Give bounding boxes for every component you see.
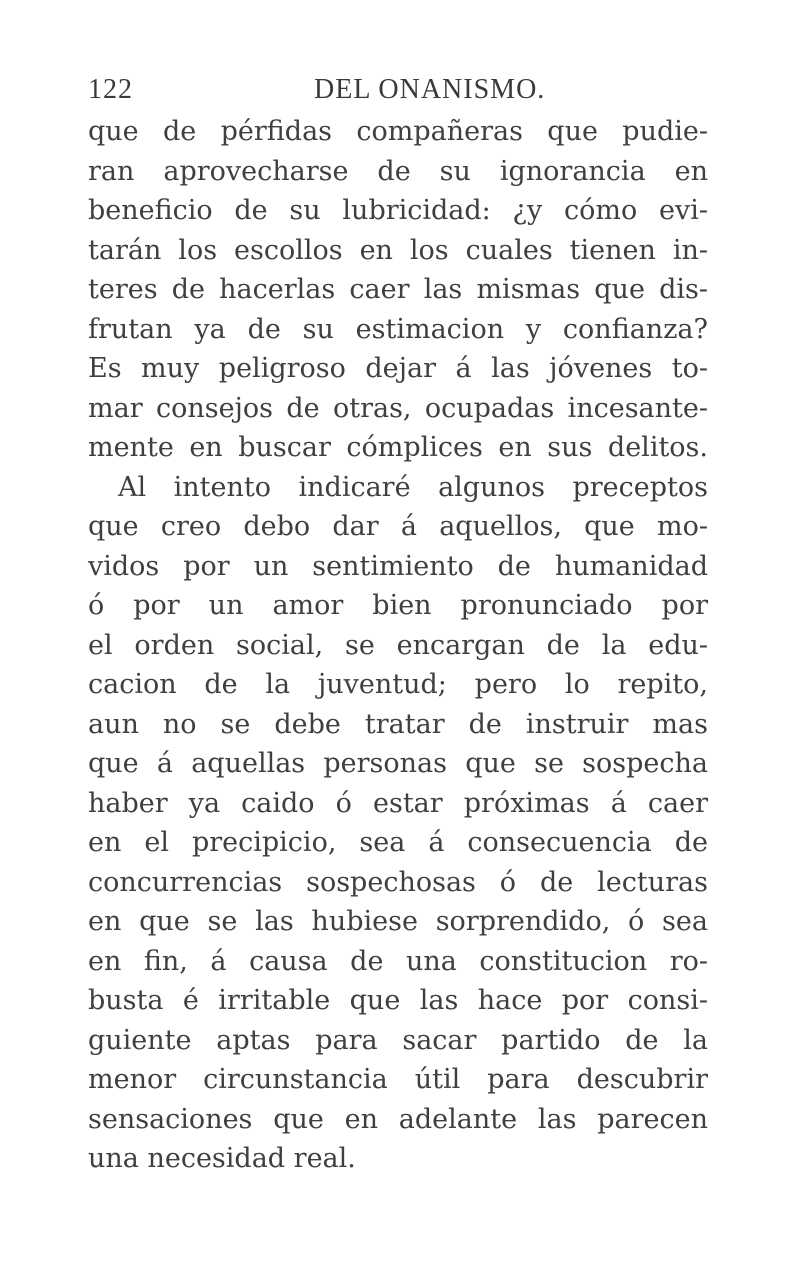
text-line: haber ya caido ó estar próximas á caer (88, 787, 708, 819)
text-line: ó por un amor bien pronunciado por (88, 590, 708, 621)
text-line: mente en buscar cómplices en sus delitos. (88, 432, 708, 463)
page-number: 122 (88, 74, 133, 105)
text-line: sensaciones que en adelante las parecen (88, 1103, 708, 1135)
text-line: que creo debo dar á aquellos, que mo- (88, 511, 708, 542)
text-line: ran aprovecharse de su ignorancia en (88, 155, 708, 187)
text-line: frutan ya de su estimacion y confianza? (88, 313, 708, 345)
text-line: que de pérfidas compañeras que pudie- (88, 116, 708, 147)
text-line: guiente aptas para sacar partido de la (88, 1024, 708, 1056)
text-line: en el precipicio, sea á consecuencia de (88, 827, 708, 858)
text-line: Al intento indicaré algunos preceptos (118, 471, 708, 503)
text-line: una necesidad real. (88, 1143, 356, 1174)
text-line: que á aquellas personas que se sospecha (88, 748, 708, 779)
text-line: aun no se debe tratar de instruir mas (88, 708, 708, 740)
text-line: mar consejos de otras, ocupadas incesante- (88, 392, 708, 424)
running-head (88, 74, 708, 114)
text-line: el orden social, se encargan de la edu- (88, 629, 708, 661)
text-line: teres de hacerlas caer las mismas que dis- (88, 274, 708, 305)
text-line: busta é irritable que las hace por consi- (88, 985, 708, 1016)
body-text (88, 112, 708, 1179)
text-line: tarán los escollos en los cuales tienen in- (88, 234, 708, 266)
text-line: cacion de la juventud; pero lo repito, (88, 669, 708, 700)
text-line: en fin, á causa de una constitucion ro- (88, 945, 708, 977)
text-line: vidos por un sentimiento de humanidad (88, 550, 708, 582)
text-line: beneficio de su lubricidad: ¿y cómo evi- (88, 195, 708, 226)
text-line: concurrencias sospechosas ó de lecturas (88, 866, 708, 898)
running-title: DEL ONANISMO. (314, 74, 546, 105)
text-line: menor circunstancia útil para descubrir (88, 1064, 708, 1095)
text-line: Es muy peligroso dejar á las jóvenes to- (88, 353, 708, 384)
text-line: en que se las hubiese sorprendido, ó sea (88, 906, 708, 937)
